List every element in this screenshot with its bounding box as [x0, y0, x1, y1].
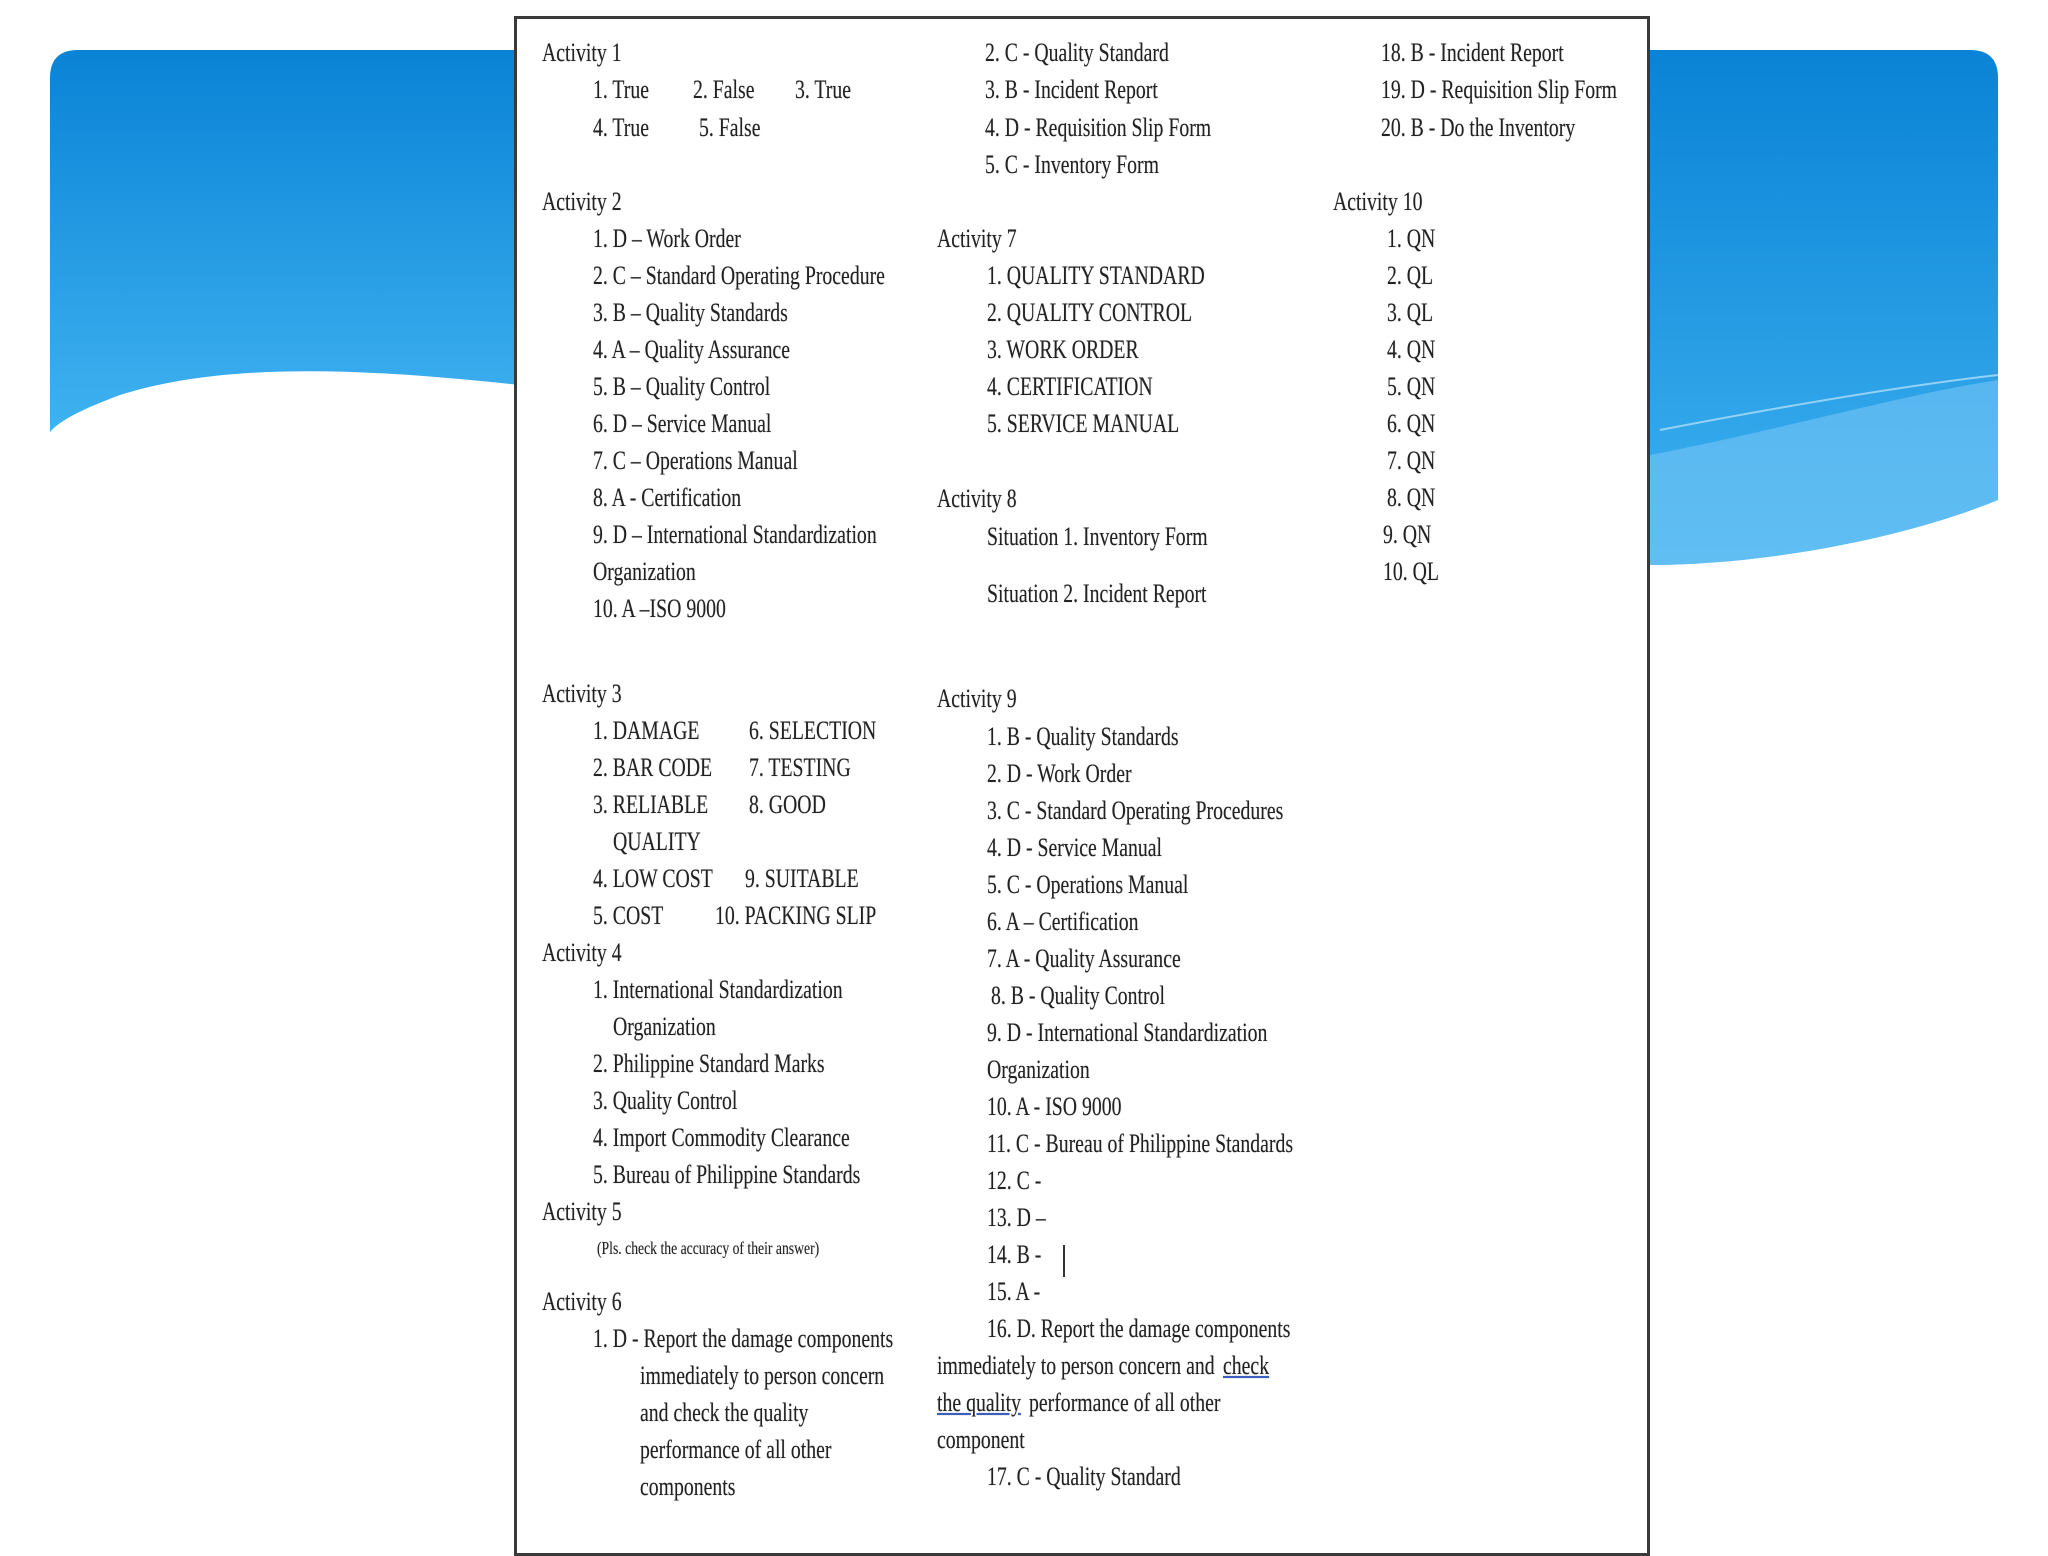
activity-9-item: 15. A -	[987, 1277, 1041, 1306]
activity-6-item: 4. D - Requisition Slip Form	[985, 113, 1212, 142]
activity-9-item: 10. A - ISO 9000	[987, 1092, 1122, 1121]
activity-7-item: 2. QUALITY CONTROL	[987, 298, 1193, 327]
activity-9-item: 3. C - Standard Operating Procedures	[987, 796, 1284, 825]
activity-6-item: 1. D - Report the damage components	[593, 1324, 894, 1353]
activity-9-item-underlined: check	[1223, 1351, 1270, 1380]
activity-9-item: 12. C -	[987, 1166, 1042, 1195]
activity-9-item: 14. B -	[987, 1240, 1042, 1269]
activity-9-item: Organization	[987, 1055, 1090, 1084]
activity-9-heading: Activity 9	[937, 684, 1017, 713]
activity-6-heading: Activity 6	[542, 1287, 622, 1316]
activity-9-item: 20. B - Do the Inventory	[1381, 113, 1576, 142]
activity-3-item: 5. COST	[593, 901, 664, 930]
activity-9-item: 8. B - Quality Control	[991, 981, 1165, 1010]
activity-9-item: 11. C - Bureau of Philippine Standards	[987, 1129, 1294, 1158]
activity-7-item: 5. SERVICE MANUAL	[987, 409, 1180, 438]
activity-10-item: 2. QL	[1387, 261, 1434, 290]
activity-3-item: 1. DAMAGE	[593, 716, 700, 745]
activity-9-item: 4. D - Service Manual	[987, 833, 1163, 862]
activity-2-heading: Activity 2	[542, 187, 622, 216]
activity-7-heading: Activity 7	[937, 224, 1017, 253]
activity-1-heading: Activity 1	[542, 38, 622, 67]
activity-8-item: Situation 2. Incident Report	[987, 579, 1207, 608]
activity-4-item: Organization	[613, 1012, 716, 1041]
activity-3-item: 4. LOW COST	[593, 864, 713, 893]
activity-9-item: 16. D. Report the damage components	[987, 1314, 1291, 1343]
activity-2-item: 7. C – Operations Manual	[593, 446, 798, 475]
activity-4-item: 4. Import Commodity Clearance	[593, 1123, 850, 1152]
text-cursor	[1063, 1245, 1065, 1277]
activity-6-item: 3. B - Incident Report	[985, 75, 1158, 104]
activity-2-item: 4. A – Quality Assurance	[593, 335, 791, 364]
activity-3-item: 9. SUITABLE	[745, 864, 859, 893]
activity-10-item: 3. QL	[1387, 298, 1434, 327]
activity-6-item: immediately to person concern	[640, 1361, 885, 1390]
activity-2-item: Organization	[593, 557, 696, 586]
activity-2-item: 8. A - Certification	[593, 483, 742, 512]
activity-9-item: 9. D - International Standardization	[987, 1018, 1268, 1047]
activity-3-item: 10. PACKING SLIP	[715, 901, 877, 930]
activity-2-item: 9. D – International Standardization	[593, 520, 877, 549]
activity-6-item: performance of all other	[640, 1435, 832, 1464]
activity-4-item: 2. Philippine Standard Marks	[593, 1049, 825, 1078]
activity-4-item: 3. Quality Control	[593, 1086, 738, 1115]
activity-10-item: 7. QN	[1387, 446, 1436, 475]
activity-1-answer: 5. False	[699, 113, 761, 142]
activity-10-item: 4. QN	[1387, 335, 1436, 364]
activity-9-item: component	[937, 1425, 1025, 1454]
activity-10-item: 1. QN	[1387, 224, 1436, 253]
activity-9-item: 6. A – Certification	[987, 907, 1139, 936]
banner-left-shape	[50, 50, 520, 432]
activity-2-item: 5. B – Quality Control	[593, 372, 771, 401]
document-page	[514, 16, 1650, 1556]
activity-10-item: 6. QN	[1387, 409, 1436, 438]
activity-9-item: 5. C - Operations Manual	[987, 870, 1189, 899]
activity-6-item: 2. C - Quality Standard	[985, 38, 1169, 67]
activity-9-item: 2. D - Work Order	[987, 759, 1132, 788]
activity-7-item: 3. WORK ORDER	[987, 335, 1139, 364]
activity-9-item: 19. D - Requisition Slip Form	[1381, 75, 1618, 104]
activity-4-item: 5. Bureau of Philippine Standards	[593, 1160, 861, 1189]
activity-9-item-underlined: the quality	[937, 1388, 1021, 1417]
activity-1-answer: 3. True	[795, 75, 852, 104]
activity-9-item: immediately to person concern and	[937, 1351, 1215, 1380]
activity-10-item: 10. QL	[1383, 557, 1439, 586]
activity-3-item: 3. RELIABLE	[593, 790, 709, 819]
activity-1-answer: 2. False	[693, 75, 755, 104]
activity-4-item: 1. International Standardization	[593, 975, 843, 1004]
activity-9-item: 18. B - Incident Report	[1381, 38, 1564, 67]
activity-3-item: 6. SELECTION	[749, 716, 877, 745]
activity-2-item: 2. C – Standard Operating Procedure	[593, 261, 885, 290]
activity-6-item: components	[640, 1472, 736, 1501]
activity-9-item: 13. D –	[987, 1203, 1046, 1232]
activity-5-heading: Activity 5	[542, 1197, 622, 1226]
activity-5-note: (Pls. check the accuracy of their answer)	[597, 1238, 820, 1258]
activity-3-item: 7. TESTING	[749, 753, 851, 782]
activity-9-item: 17. C - Quality Standard	[987, 1462, 1181, 1491]
activity-2-item: 10. A –ISO 9000	[593, 594, 726, 623]
activity-3-heading: Activity 3	[542, 679, 622, 708]
activity-3-item: QUALITY	[613, 827, 701, 856]
activity-3-item: 8. GOOD	[749, 790, 826, 819]
activity-8-heading: Activity 8	[937, 484, 1017, 513]
activity-7-item: 1. QUALITY STANDARD	[987, 261, 1205, 290]
activity-7-item: 4. CERTIFICATION	[987, 372, 1153, 401]
activity-2-item: 1. D – Work Order	[593, 224, 741, 253]
activity-3-item: 2. BAR CODE	[593, 753, 713, 782]
activity-9-item: 1. B - Quality Standards	[987, 722, 1179, 751]
activity-1-answer: 4. True	[593, 113, 650, 142]
activity-10-item: 8. QN	[1387, 483, 1436, 512]
activity-4-heading: Activity 4	[542, 938, 622, 967]
activity-9-item: performance of all other	[1029, 1388, 1221, 1417]
activity-10-heading: Activity 10	[1333, 187, 1423, 216]
activity-8-item: Situation 1. Inventory Form	[987, 522, 1208, 551]
activity-10-item: 9. QN	[1383, 520, 1432, 549]
activity-9-item: 7. A - Quality Assurance	[987, 944, 1181, 973]
activity-2-item: 6. D – Service Manual	[593, 409, 772, 438]
activity-10-item: 5. QN	[1387, 372, 1436, 401]
activity-6-item: and check the quality	[640, 1398, 809, 1427]
activity-1-answer: 1. True	[593, 75, 650, 104]
activity-6-item: 5. C - Inventory Form	[985, 150, 1159, 179]
activity-2-item: 3. B – Quality Standards	[593, 298, 788, 327]
